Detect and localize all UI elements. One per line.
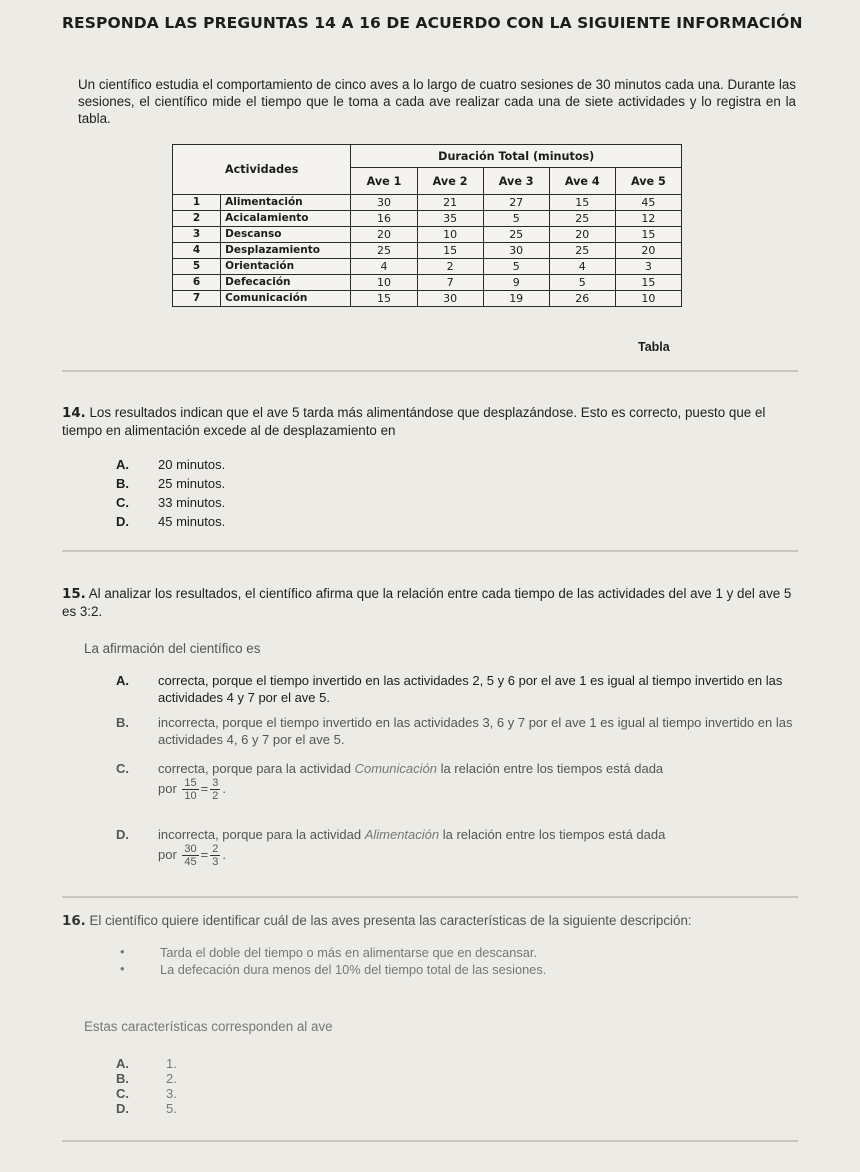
table-row: [173, 211, 682, 227]
page-title: RESPONDA LAS PREGUNTAS 14 A 16 DE ACUERDO CON LA SIGUIENTE INFORMACIÓN: [62, 14, 803, 32]
option-letter: D.: [116, 1101, 129, 1116]
option-letter: D.: [116, 827, 129, 842]
value-cell: 3: [615, 259, 681, 275]
activity-name: Desplazamiento: [221, 243, 351, 259]
value-cell: 15: [615, 227, 681, 243]
bird-header: Ave 2: [417, 168, 483, 195]
fraction: $\frac{3}{2}$: [212, 777, 219, 802]
value-cell: 19: [483, 291, 549, 307]
bullet-dot: •: [120, 961, 125, 976]
value-cell: 5: [483, 211, 549, 227]
option-text: 1.: [166, 1056, 177, 1071]
bird-header: Ave 3: [483, 168, 549, 195]
table-row: [173, 259, 682, 275]
data-table: [172, 144, 682, 307]
option-text: 3.: [166, 1086, 177, 1101]
table-row: [173, 291, 682, 307]
q15-number: 15.: [62, 587, 86, 602]
value-cell: 25: [549, 211, 615, 227]
option-text: correcta, porque el tiempo invertido en las actividades 2, 5 y 6 por el ave 1 es igual al tiempo invertido en las actividades 4 y 7 por el ave 5.: [158, 673, 783, 705]
q15-option-c[interactable]: C. correcta, porque para la actividad Comunicación la relación entre los tiempos está dada por $\frac{15}{10}$ = $\frac{3}{2}$ .: [116, 761, 664, 802]
option-por: por: [158, 780, 177, 796]
value-cell: 15: [549, 195, 615, 211]
q15-option-d[interactable]: D. incorrecta, porque para la actividad Alimentación la relación entre los tiempos está dada por $\frac{30}{45}$ = $\frac{2}{3}$ .: [116, 827, 666, 868]
option-letter: C.: [116, 1086, 129, 1101]
activity-name: Alimentación: [221, 195, 351, 211]
row-number: 6: [173, 275, 221, 291]
option-letter: A.: [116, 457, 129, 472]
value-cell: 20: [549, 227, 615, 243]
value-cell: 9: [483, 275, 549, 291]
q14-number: 14.: [62, 406, 86, 421]
option-letter: A.: [116, 1056, 129, 1071]
option-text: correcta, porque para la actividad: [158, 761, 351, 776]
activity-name: Orientación: [221, 259, 351, 275]
q15-stem: [62, 585, 792, 620]
q14-stem: [62, 404, 792, 439]
table-row: [173, 243, 682, 259]
table-row: [173, 227, 682, 243]
q16-stem-text: El científico quiere identificar cuál de las aves presenta las características de la siguiente descripción:: [89, 913, 692, 928]
intro-paragraph: Un científico estudia el comportamiento de cinco aves a lo largo de cuatro sesiones de 30 minutos cada una. Durante las sesiones, el científico mide el tiempo que le toma a cada ave realizar cada una de siete actividades y lo registra en la tabla.: [78, 77, 796, 126]
value-cell: 26: [549, 291, 615, 307]
value-cell: 35: [417, 211, 483, 227]
fraction: $\frac{2}{3}$: [212, 843, 219, 868]
option-text: la relación entre los tiempos está dada: [440, 761, 664, 776]
duration-header: Duración Total (minutos): [351, 145, 682, 168]
divider: [62, 1140, 798, 1142]
option-letter: B.: [116, 1071, 129, 1086]
value-cell: 21: [417, 195, 483, 211]
value-cell: 2: [417, 259, 483, 275]
value-cell: 20: [615, 243, 681, 259]
row-number: 5: [173, 259, 221, 275]
option-text: 2.: [166, 1071, 177, 1086]
activities-header: Actividades: [173, 145, 351, 195]
value-cell: 25: [483, 227, 549, 243]
q16-bullet: La defecación dura menos del 10% del tiempo total de las sesiones.: [160, 962, 547, 977]
value-cell: 30: [417, 291, 483, 307]
activity-name: Defecación: [221, 275, 351, 291]
value-cell: 4: [351, 259, 417, 275]
option-letter: C.: [116, 495, 129, 510]
row-number: 1: [173, 195, 221, 211]
value-cell: 4: [549, 259, 615, 275]
table-caption: Tabla: [638, 340, 670, 354]
row-number: 4: [173, 243, 221, 259]
table-row: [173, 195, 682, 211]
table-body: [173, 195, 682, 307]
row-number: 7: [173, 291, 221, 307]
bird-header: Ave 4: [549, 168, 615, 195]
row-number: 2: [173, 211, 221, 227]
option-letter: B.: [116, 476, 129, 491]
option-activity: Alimentación: [364, 827, 440, 842]
activity-name: Comunicación: [221, 291, 351, 307]
q16-number: 16.: [62, 914, 86, 929]
value-cell: 15: [417, 243, 483, 259]
value-cell: 16: [351, 211, 417, 227]
option-por: por: [158, 846, 177, 862]
value-cell: 5: [549, 275, 615, 291]
fraction: $\frac{15}{10}$: [184, 777, 197, 802]
activity-name: Acicalamiento: [221, 211, 351, 227]
activity-name: Descanso: [221, 227, 351, 243]
q14-stem-text: Los resultados indican que el ave 5 tarda más alimentándose que desplazándose. Esto es correcto, puesto que el tiempo en alimentación excede al de desplazamiento en: [62, 405, 766, 438]
option-text: 20 minutos.: [158, 457, 226, 472]
option-activity: Comunicación: [354, 761, 437, 776]
value-cell: 5: [483, 259, 549, 275]
row-number: 3: [173, 227, 221, 243]
value-cell: 45: [615, 195, 681, 211]
q15-lead: La afirmación del científico es: [84, 641, 261, 656]
option-text: 45 minutos.: [158, 514, 226, 529]
option-letter: C.: [116, 761, 129, 776]
value-cell: 30: [351, 195, 417, 211]
option-text: incorrecta, porque para la actividad: [158, 827, 362, 842]
divider: [62, 896, 798, 898]
q16-lead: Estas características corresponden al ave: [84, 1019, 333, 1034]
value-cell: 27: [483, 195, 549, 211]
option-text: 33 minutos.: [158, 495, 226, 510]
fraction: $\frac{30}{45}$: [184, 843, 197, 868]
value-cell: 15: [615, 275, 681, 291]
value-cell: 20: [351, 227, 417, 243]
option-letter: D.: [116, 514, 129, 529]
q16-stem: [62, 912, 802, 930]
bullet-dot: •: [120, 944, 125, 959]
value-cell: 10: [615, 291, 681, 307]
value-cell: 7: [417, 275, 483, 291]
divider: [62, 370, 798, 372]
option-text: 5.: [166, 1101, 177, 1116]
option-letter: B.: [116, 715, 129, 730]
value-cell: 25: [351, 243, 417, 259]
value-cell: 10: [351, 275, 417, 291]
option-text: incorrecta, porque el tiempo invertido en las actividades 3, 6 y 7 por el ave 1 es igual al tiempo invertido en las actividades 4, 6 y 7 por el ave 5.: [158, 715, 793, 747]
divider: [62, 550, 798, 552]
bird-header: Ave 5: [615, 168, 681, 195]
value-cell: 25: [549, 243, 615, 259]
value-cell: 10: [417, 227, 483, 243]
option-text: 25 minutos.: [158, 476, 226, 491]
q15-stem-text: Al analizar los resultados, el científico afirma que la relación entre cada tiempo de las actividades del ave 1 y del ave 5 es 3:2.: [62, 586, 792, 619]
q16-bullet: Tarda el doble del tiempo o más en alimentarse que en descansar.: [160, 945, 538, 960]
value-cell: 15: [351, 291, 417, 307]
value-cell: 12: [615, 211, 681, 227]
option-letter: A.: [116, 673, 129, 688]
table-row: [173, 275, 682, 291]
bird-header: Ave 1: [351, 168, 417, 195]
value-cell: 30: [483, 243, 549, 259]
option-text: la relación entre los tiempos está dada: [442, 827, 666, 842]
